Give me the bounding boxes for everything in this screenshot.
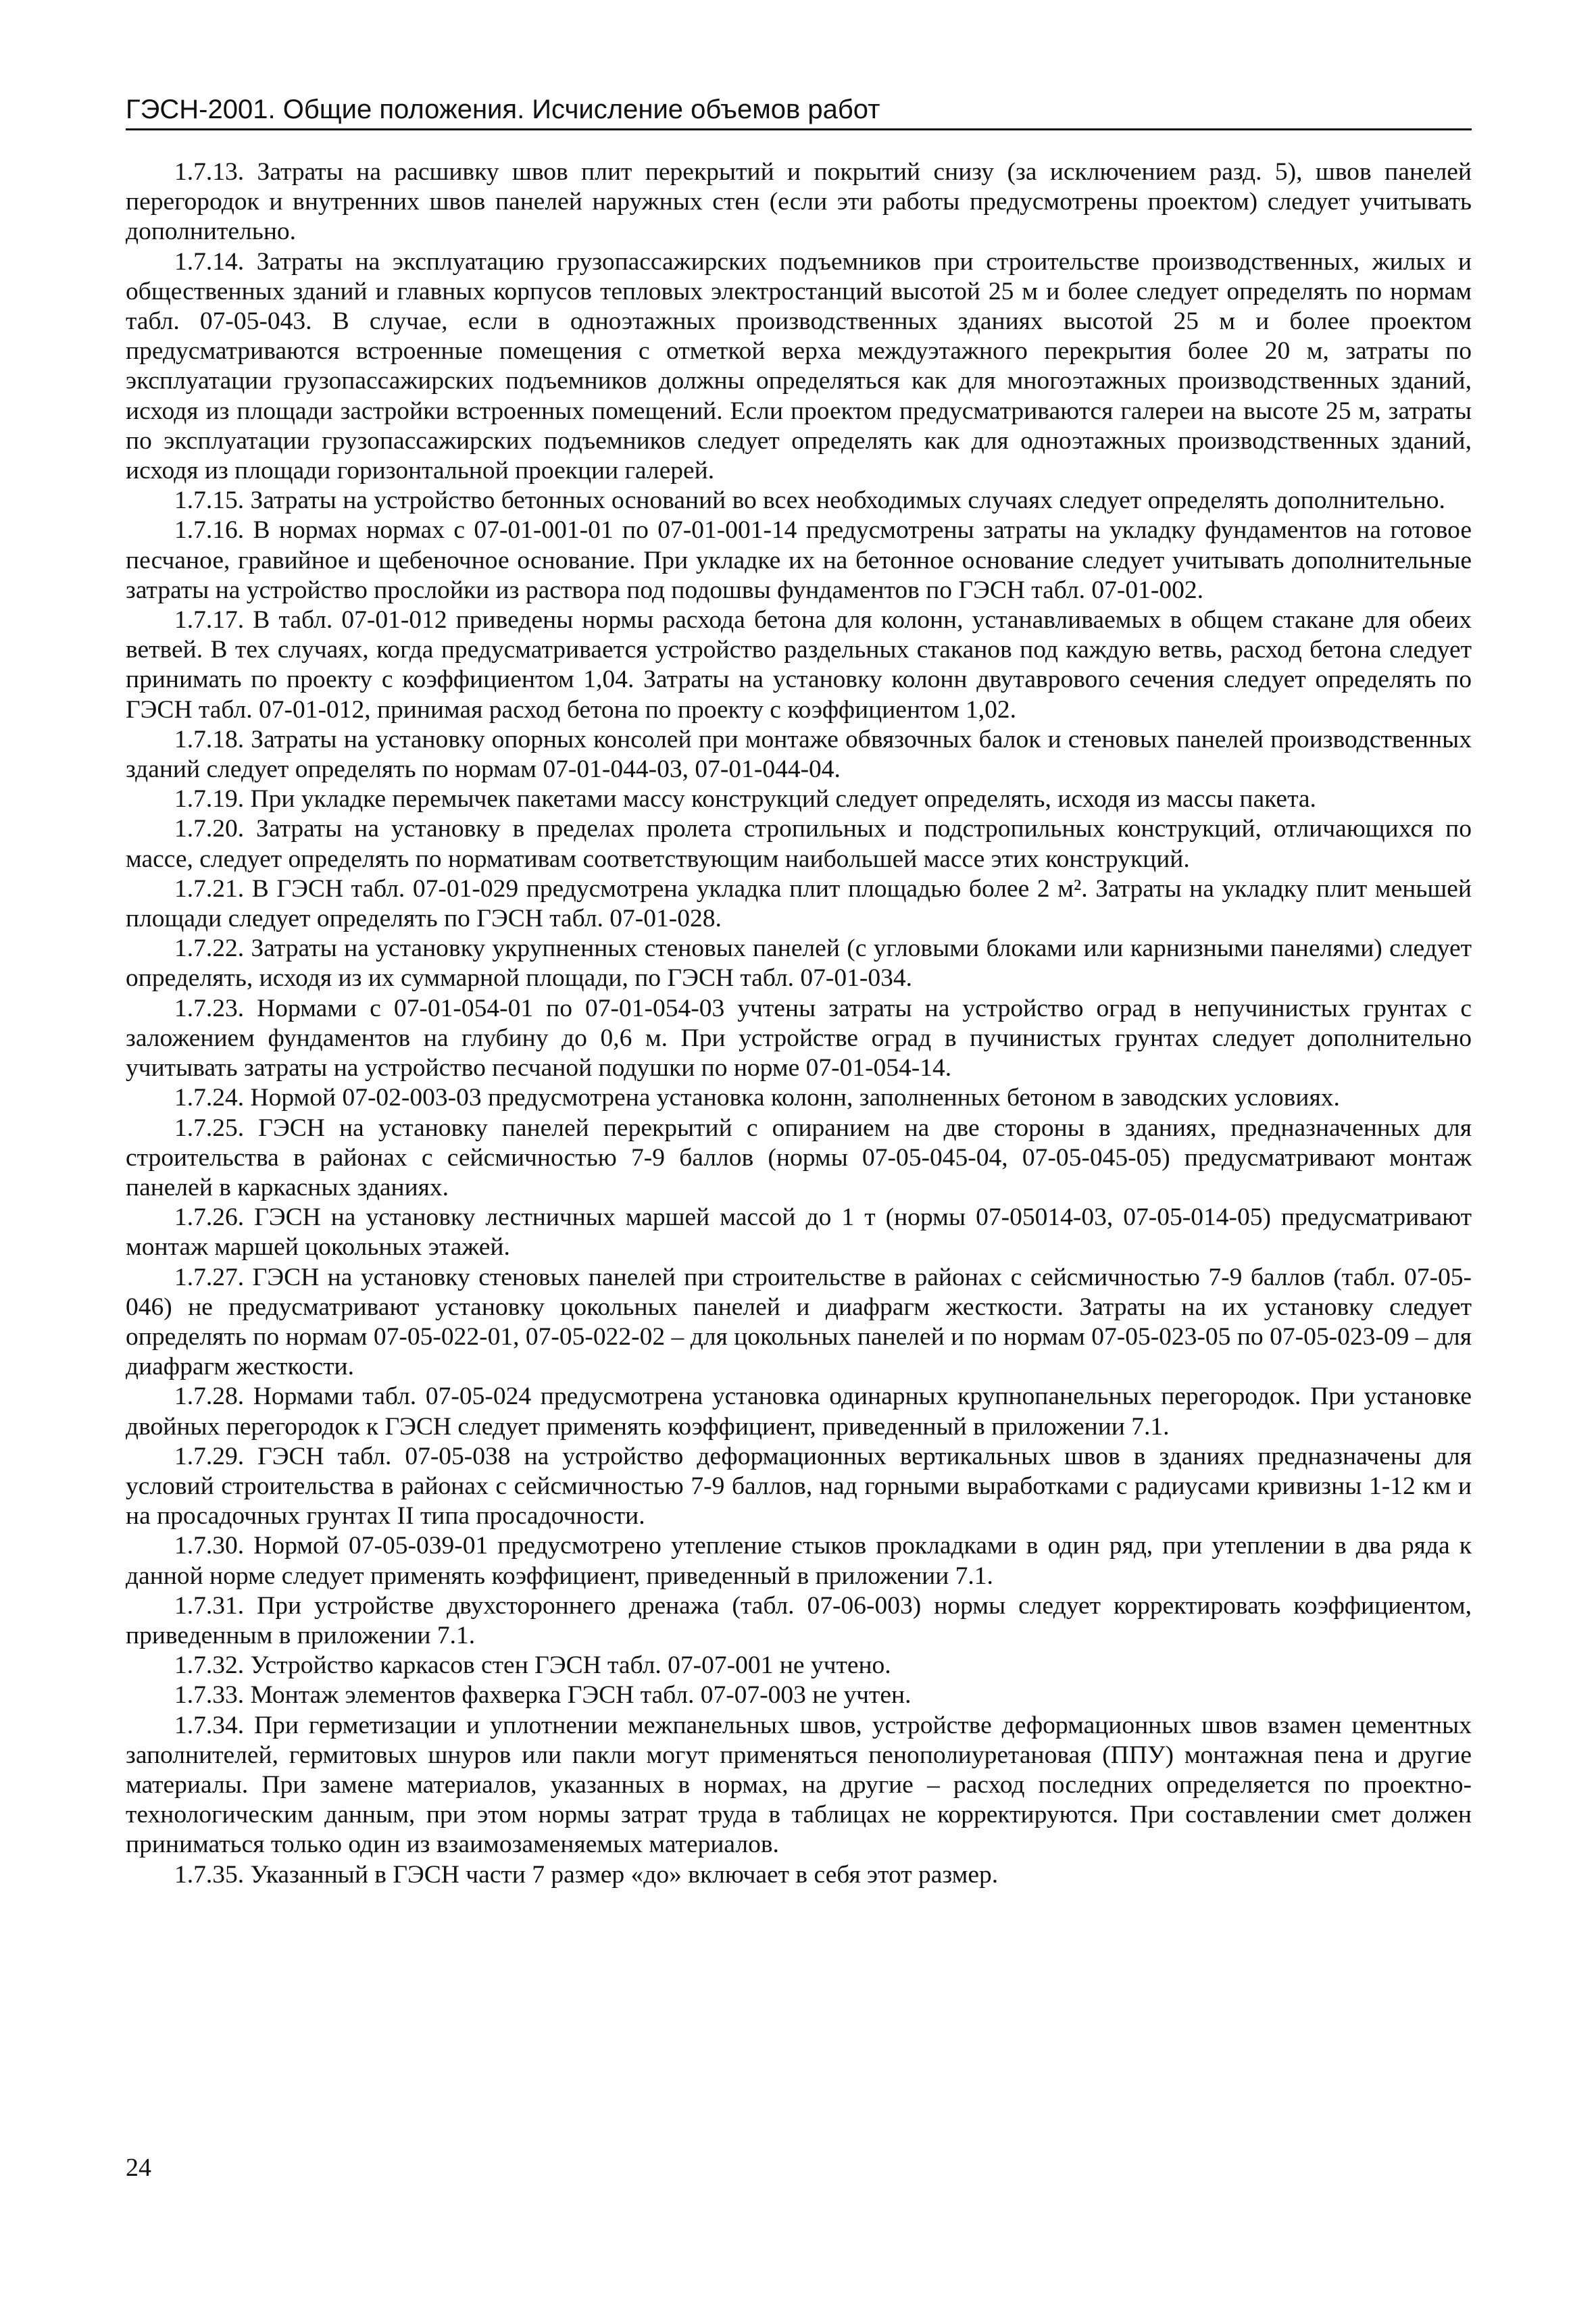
paragraph-1-7-26: 1.7.26. ГЭСН на установку лестничных маршей массой до 1 т (нормы 07-05014-03, 07-05-014-05) предусматривают монтаж маршей цокольных этажей. [126,1203,1472,1262]
paragraph-1-7-25: 1.7.25. ГЭСН на установку панелей перекрытий с опиранием на две стороны в зданиях, предназначенных для строительства в районах с сейсмичностью 7-9 баллов (нормы 07-05-045-04, 07-05-045-05) предусматривают монтаж панелей в каркасных зданиях. [126,1114,1472,1201]
paragraph-1-7-21: 1.7.21. В ГЭСН табл. 07-01-029 предусмотрена укладка плит площадью более 2 м². Затраты на укладку плит меньшей площади следует определять по ГЭСН табл. 07-01-028. [126,874,1472,933]
document-page [126,93,1472,1890]
paragraph-1-7-22: 1.7.22. Затраты на установку укрупненных стеновых панелей (с угловыми блоками или карнизными панелями) следует определять, исходя из их суммарной площади, по ГЭСН табл. 07-01-034. [126,935,1472,993]
paragraph-1-7-19: 1.7.19. При укладке перемычек пакетами массу конструкций следует определять, исходя из массы пакета. [174,785,1316,814]
paragraph-1-7-34: 1.7.34. При герметизации и уплотнении межпанельных швов, устройстве деформационных швов взамен цементных заполнителей, гермитовых шнуров или пакли могут применяться пенополиуретановая (ППУ) монтажная пена и другие материалы. При замене материалов, указанных в нормах, на другие – расход последних определяется по проектно-технологическим данным, при этом нормы затрат труда в таблицах не корректируются. При составлении смет должен приниматься только один из взаимозаменяемых материалов. [126,1711,1472,1859]
document-body [126,157,1472,1890]
paragraph-1-7-33: 1.7.33. Монтаж элементов фахверка ГЭСН табл. 07-07-003 не учтен. [174,1681,912,1710]
paragraph-1-7-29: 1.7.29. ГЭСН табл. 07-05-038 на устройство деформационных вертикальных швов в зданиях предназначены для условий строительства в районах с сейсмичностью 7-9 баллов, над горными выработками с радиусами кривизны 1-12 км и на просадочных грунтах II типа просадочности. [126,1442,1472,1530]
paragraph-1-7-20: 1.7.20. Затраты на установку в пределах пролета стропильных и подстропильных конструкций, отличающихся по массе, следует определять по нормативам соответствующим наибольшей массе этих конструкций. [126,815,1472,873]
paragraph-1-7-32: 1.7.32. Устройство каркасов стен ГЭСН табл. 07-07-001 не учтено. [174,1651,891,1680]
paragraph-1-7-13: 1.7.13. Затраты на расшивку швов плит перекрытий и покрытий снизу (за исключением разд. 5), швов панелей перегородок и внутренних швов панелей наружных стен (если эти работы предусмотрены проектом) следует учитывать дополнительно. [126,158,1472,246]
paragraph-1-7-27: 1.7.27. ГЭСН на установку стеновых панелей при строительстве в районах с сейсмичностью 7-9 баллов (табл. 07-05-046) не предусматривают установку цокольных панелей и диафрагм жесткости. Затраты на их установку следует определять по нормам 07-05-022-01, 07-05-022-02 – для цокольных панелей и по нормам 07-05-023-05 по 07-05-023-09 – для диафрагм жесткости. [126,1263,1472,1381]
paragraph-1-7-28: 1.7.28. Нормами табл. 07-05-024 предусмотрена установка одинарных крупнопанельных перегородок. При установке двойных перегородок к ГЭСН следует применять коэффициент, приведенный в приложении 7.1. [126,1383,1472,1441]
running-header: ГЭСН-2001. Общие положения. Исчисление объемов работ [126,93,1472,130]
paragraph-1-7-16: 1.7.16. В нормах нормах с 07-01-001-01 по 07-01-001-14 предусмотрены затраты на укладку фундаментов на готовое песчаное, гравийное и щебеночное основание. При укладке их на бетонное основание следует учитывать дополнительные затраты на устройство прослойки из раствора под подошвы фундаментов по ГЭСН табл. 07-01-002. [126,516,1472,604]
paragraph-1-7-23: 1.7.23. Нормами с 07-01-054-01 по 07-01-054-03 учтены затраты на устройство оград в непучинистых грунтах с заложением фундаментов на глубину до 0,6 м. При устройстве оград в пучинистых грунтах следует дополнительно учитывать затраты на устройство песчаной подушки по норме 07-01-054-14. [126,994,1472,1082]
paragraph-1-7-31: 1.7.31. При устройстве двухстороннего дренажа (табл. 07-06-003) нормы следует корректировать коэффициентом, приведенным в приложении 7.1. [126,1591,1472,1649]
paragraph-1-7-35: 1.7.35. Указанный в ГЭСН части 7 размер «до» включает в себя этот размер. [174,1860,999,1889]
paragraph-1-7-14: 1.7.14. Затраты на эксплуатацию грузопассажирских подъемников при строительстве производственных, жилых и общественных зданий и главных корпусов тепловых электростанций высотой 25 м и более следует определять по нормам табл. 07-05-043. В случае, если в одноэтажных производственных зданиях высотой 25 м и более проектом предусматриваются встроенные помещения с отметкой верха междуэтажного перекрытия более 20 м, затраты по эксплуатации грузопассажирских подъемников должны определяться как для многоэтажных производственных зданий, исходя из площади застройки встроенных помещений. Если проектом предусматриваются галереи на высоте 25 м, затраты по эксплуатации грузопассажирских подъемников следует определять как для одноэтажных производственных зданий, исходя из площади горизонтальной проекции галерей. [126,247,1472,485]
paragraph-1-7-17: 1.7.17. В табл. 07-01-012 приведены нормы расхода бетона для колонн, устанавливаемых в общем стакане для обеих ветвей. В тех случаях, когда предусматривается устройство раздельных стаканов под каждую ветвь, расход бетона следует принимать по проекту с коэффициентом 1,04. Затраты на установку колонн двутаврового сечения следует определять по ГЭСН табл. 07-01-012, принимая расход бетона по проекту с коэффициентом 1,02. [126,606,1472,724]
paragraph-1-7-30: 1.7.30. Нормой 07-05-039-01 предусмотрено утепление стыков прокладками в один ряд, при утеплении в два ряда к данной норме следует применять коэффициент, приведенный в приложении 7.1. [126,1532,1472,1590]
paragraph-1-7-24: 1.7.24. Нормой 07-02-003-03 предусмотрена установка колонн, заполненных бетоном в заводских условиях. [174,1084,1340,1112]
paragraph-1-7-15: 1.7.15. Затраты на устройство бетонных оснований во всех необходимых случаях следует определять дополнительно. [174,487,1445,515]
paragraph-1-7-18: 1.7.18. Затраты на установку опорных консолей при монтаже обвязочных балок и стеновых панелей производственных зданий следует определять по нормам 07-01-044-03, 07-01-044-04. [126,725,1472,784]
page-number: 24 [126,2154,151,2182]
